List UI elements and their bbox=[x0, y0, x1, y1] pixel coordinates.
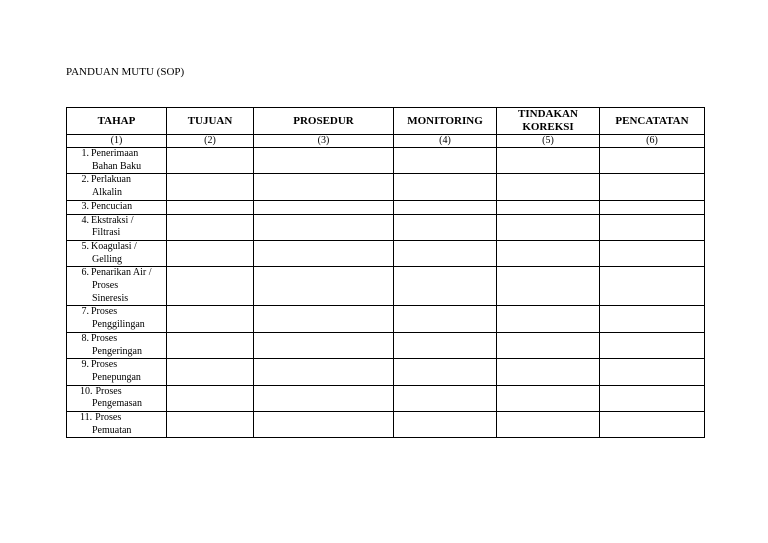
empty-cell bbox=[394, 306, 497, 332]
empty-cell bbox=[167, 332, 254, 358]
step-cell bbox=[67, 200, 167, 214]
empty-cell bbox=[497, 267, 600, 306]
step-number: 7. bbox=[81, 306, 89, 318]
step-first-line bbox=[67, 359, 166, 372]
step-label-continued: Bahan Baku bbox=[92, 160, 142, 172]
step-number: 4. bbox=[81, 214, 89, 226]
column-number-6: (6) bbox=[600, 135, 705, 148]
header-tahap: TAHAP bbox=[67, 108, 167, 135]
empty-cell bbox=[600, 412, 705, 438]
empty-cell bbox=[167, 214, 254, 240]
step-first-line bbox=[67, 215, 166, 228]
empty-cell bbox=[254, 174, 394, 200]
empty-cell bbox=[394, 412, 497, 438]
empty-cell bbox=[497, 200, 600, 214]
step-number: 2. bbox=[81, 174, 89, 186]
header-tindakan-koreksi bbox=[497, 108, 600, 135]
empty-cell bbox=[497, 385, 600, 411]
step-number: 8. bbox=[81, 332, 89, 344]
empty-cell bbox=[600, 174, 705, 200]
empty-cell bbox=[600, 332, 705, 358]
empty-cell bbox=[254, 240, 394, 266]
empty-cell bbox=[600, 306, 705, 332]
step-label: Proses bbox=[91, 306, 118, 318]
step-first-line bbox=[67, 386, 166, 399]
step-number: 1. bbox=[81, 148, 89, 159]
table-row bbox=[67, 200, 705, 214]
empty-cell bbox=[254, 214, 394, 240]
table-row bbox=[67, 240, 705, 266]
empty-cell bbox=[394, 214, 497, 240]
empty-cell bbox=[497, 148, 600, 174]
empty-cell bbox=[167, 174, 254, 200]
empty-cell bbox=[600, 200, 705, 214]
step-number: 9. bbox=[81, 359, 89, 371]
table-row bbox=[67, 385, 705, 411]
step-label: Perlakuan bbox=[91, 174, 131, 186]
step-first-line bbox=[67, 241, 166, 254]
step-label-continued: Alkalin bbox=[92, 187, 122, 199]
step-cell bbox=[67, 306, 167, 332]
empty-cell bbox=[254, 148, 394, 174]
step-first-line bbox=[67, 412, 166, 425]
empty-cell bbox=[600, 267, 705, 306]
empty-cell bbox=[497, 359, 600, 385]
empty-cell bbox=[600, 240, 705, 266]
empty-cell bbox=[394, 240, 497, 266]
empty-cell bbox=[600, 385, 705, 411]
step-cell bbox=[67, 214, 167, 240]
empty-cell bbox=[497, 306, 600, 332]
step-cell bbox=[67, 332, 167, 358]
step-number: 3. bbox=[81, 200, 89, 212]
empty-cell bbox=[167, 200, 254, 214]
empty-cell bbox=[394, 332, 497, 358]
step-number: 6. bbox=[81, 267, 89, 279]
table-row bbox=[67, 214, 705, 240]
empty-cell bbox=[497, 332, 600, 358]
header-row bbox=[67, 108, 705, 135]
empty-cell bbox=[167, 148, 254, 174]
step-number: 11. bbox=[80, 412, 93, 424]
table-row bbox=[67, 412, 705, 438]
empty-cell bbox=[254, 200, 394, 214]
empty-cell bbox=[167, 306, 254, 332]
empty-cell bbox=[167, 385, 254, 411]
step-label-continued: Pemuatan bbox=[92, 424, 132, 436]
step-first-line bbox=[67, 306, 166, 319]
step-cell bbox=[67, 267, 167, 306]
column-number-row bbox=[67, 135, 705, 148]
sop-table bbox=[66, 107, 705, 438]
step-label: Penerimaan bbox=[91, 148, 139, 159]
step-label-continued: Penepungan bbox=[92, 371, 141, 383]
header-tujuan: TUJUAN bbox=[167, 108, 254, 135]
step-label: Pencucian bbox=[91, 200, 133, 212]
table-row bbox=[67, 332, 705, 358]
empty-cell bbox=[254, 412, 394, 438]
empty-cell bbox=[167, 359, 254, 385]
step-label: Proses bbox=[95, 412, 122, 424]
header-tindakan-line1: TINDAKAN bbox=[518, 108, 578, 120]
table-row bbox=[67, 148, 705, 174]
empty-cell bbox=[394, 174, 497, 200]
header-monitoring: MONITORING bbox=[394, 108, 497, 135]
empty-cell bbox=[394, 267, 497, 306]
empty-cell bbox=[394, 148, 497, 174]
empty-cell bbox=[600, 359, 705, 385]
empty-cell bbox=[394, 385, 497, 411]
empty-cell bbox=[254, 267, 394, 306]
step-first-line bbox=[67, 148, 166, 161]
empty-cell bbox=[167, 240, 254, 266]
column-number-5: (5) bbox=[497, 135, 600, 148]
empty-cell bbox=[167, 267, 254, 306]
step-first-line bbox=[67, 201, 166, 214]
step-label: Proses bbox=[91, 332, 118, 344]
empty-cell bbox=[497, 174, 600, 200]
step-label: Ekstraksi / bbox=[91, 214, 134, 226]
step-cell bbox=[67, 174, 167, 200]
step-label: Penarikan Air / bbox=[91, 267, 152, 279]
empty-cell bbox=[394, 359, 497, 385]
empty-cell bbox=[497, 240, 600, 266]
header-pencatatan: PENCATATAN bbox=[600, 108, 705, 135]
empty-cell bbox=[254, 359, 394, 385]
table-row bbox=[67, 359, 705, 385]
step-label-continued: Penggilingan bbox=[92, 319, 145, 331]
header-tindakan-line2: KOREKSI bbox=[522, 121, 574, 133]
empty-cell bbox=[600, 214, 705, 240]
step-first-line bbox=[67, 333, 166, 346]
step-label-continued: Pengemasan bbox=[92, 398, 142, 410]
step-cell bbox=[67, 148, 167, 174]
step-cell bbox=[67, 240, 167, 266]
step-cell bbox=[67, 385, 167, 411]
step-label-continued: Filtrasi bbox=[92, 227, 121, 239]
column-number-3: (3) bbox=[254, 135, 394, 148]
step-label: Proses bbox=[95, 385, 122, 397]
document-title: PANDUAN MUTU (SOP) bbox=[66, 66, 185, 78]
empty-cell bbox=[497, 412, 600, 438]
empty-cell bbox=[167, 412, 254, 438]
step-cell bbox=[67, 412, 167, 438]
step-label-continued: Gelling bbox=[92, 253, 122, 265]
empty-cell bbox=[600, 148, 705, 174]
step-label: Koagulasi / bbox=[91, 240, 137, 252]
step-number: 10. bbox=[80, 385, 93, 397]
step-first-line bbox=[67, 174, 166, 187]
step-label-continued: Sineresis bbox=[92, 292, 129, 304]
step-first-line bbox=[67, 267, 166, 280]
empty-cell bbox=[394, 200, 497, 214]
table-row bbox=[67, 174, 705, 200]
empty-cell bbox=[254, 385, 394, 411]
column-number-2: (2) bbox=[167, 135, 254, 148]
header-prosedur: PROSEDUR bbox=[254, 108, 394, 135]
empty-cell bbox=[497, 214, 600, 240]
step-label-continued: Pengeringan bbox=[92, 345, 142, 357]
step-number: 5. bbox=[81, 240, 89, 252]
empty-cell bbox=[254, 332, 394, 358]
step-label-continued: Proses bbox=[92, 280, 119, 292]
empty-cell bbox=[254, 306, 394, 332]
step-cell bbox=[67, 359, 167, 385]
column-number-4: (4) bbox=[394, 135, 497, 148]
table-row bbox=[67, 306, 705, 332]
table-row bbox=[67, 267, 705, 306]
step-label: Proses bbox=[91, 359, 118, 371]
column-number-1: (1) bbox=[67, 135, 167, 148]
